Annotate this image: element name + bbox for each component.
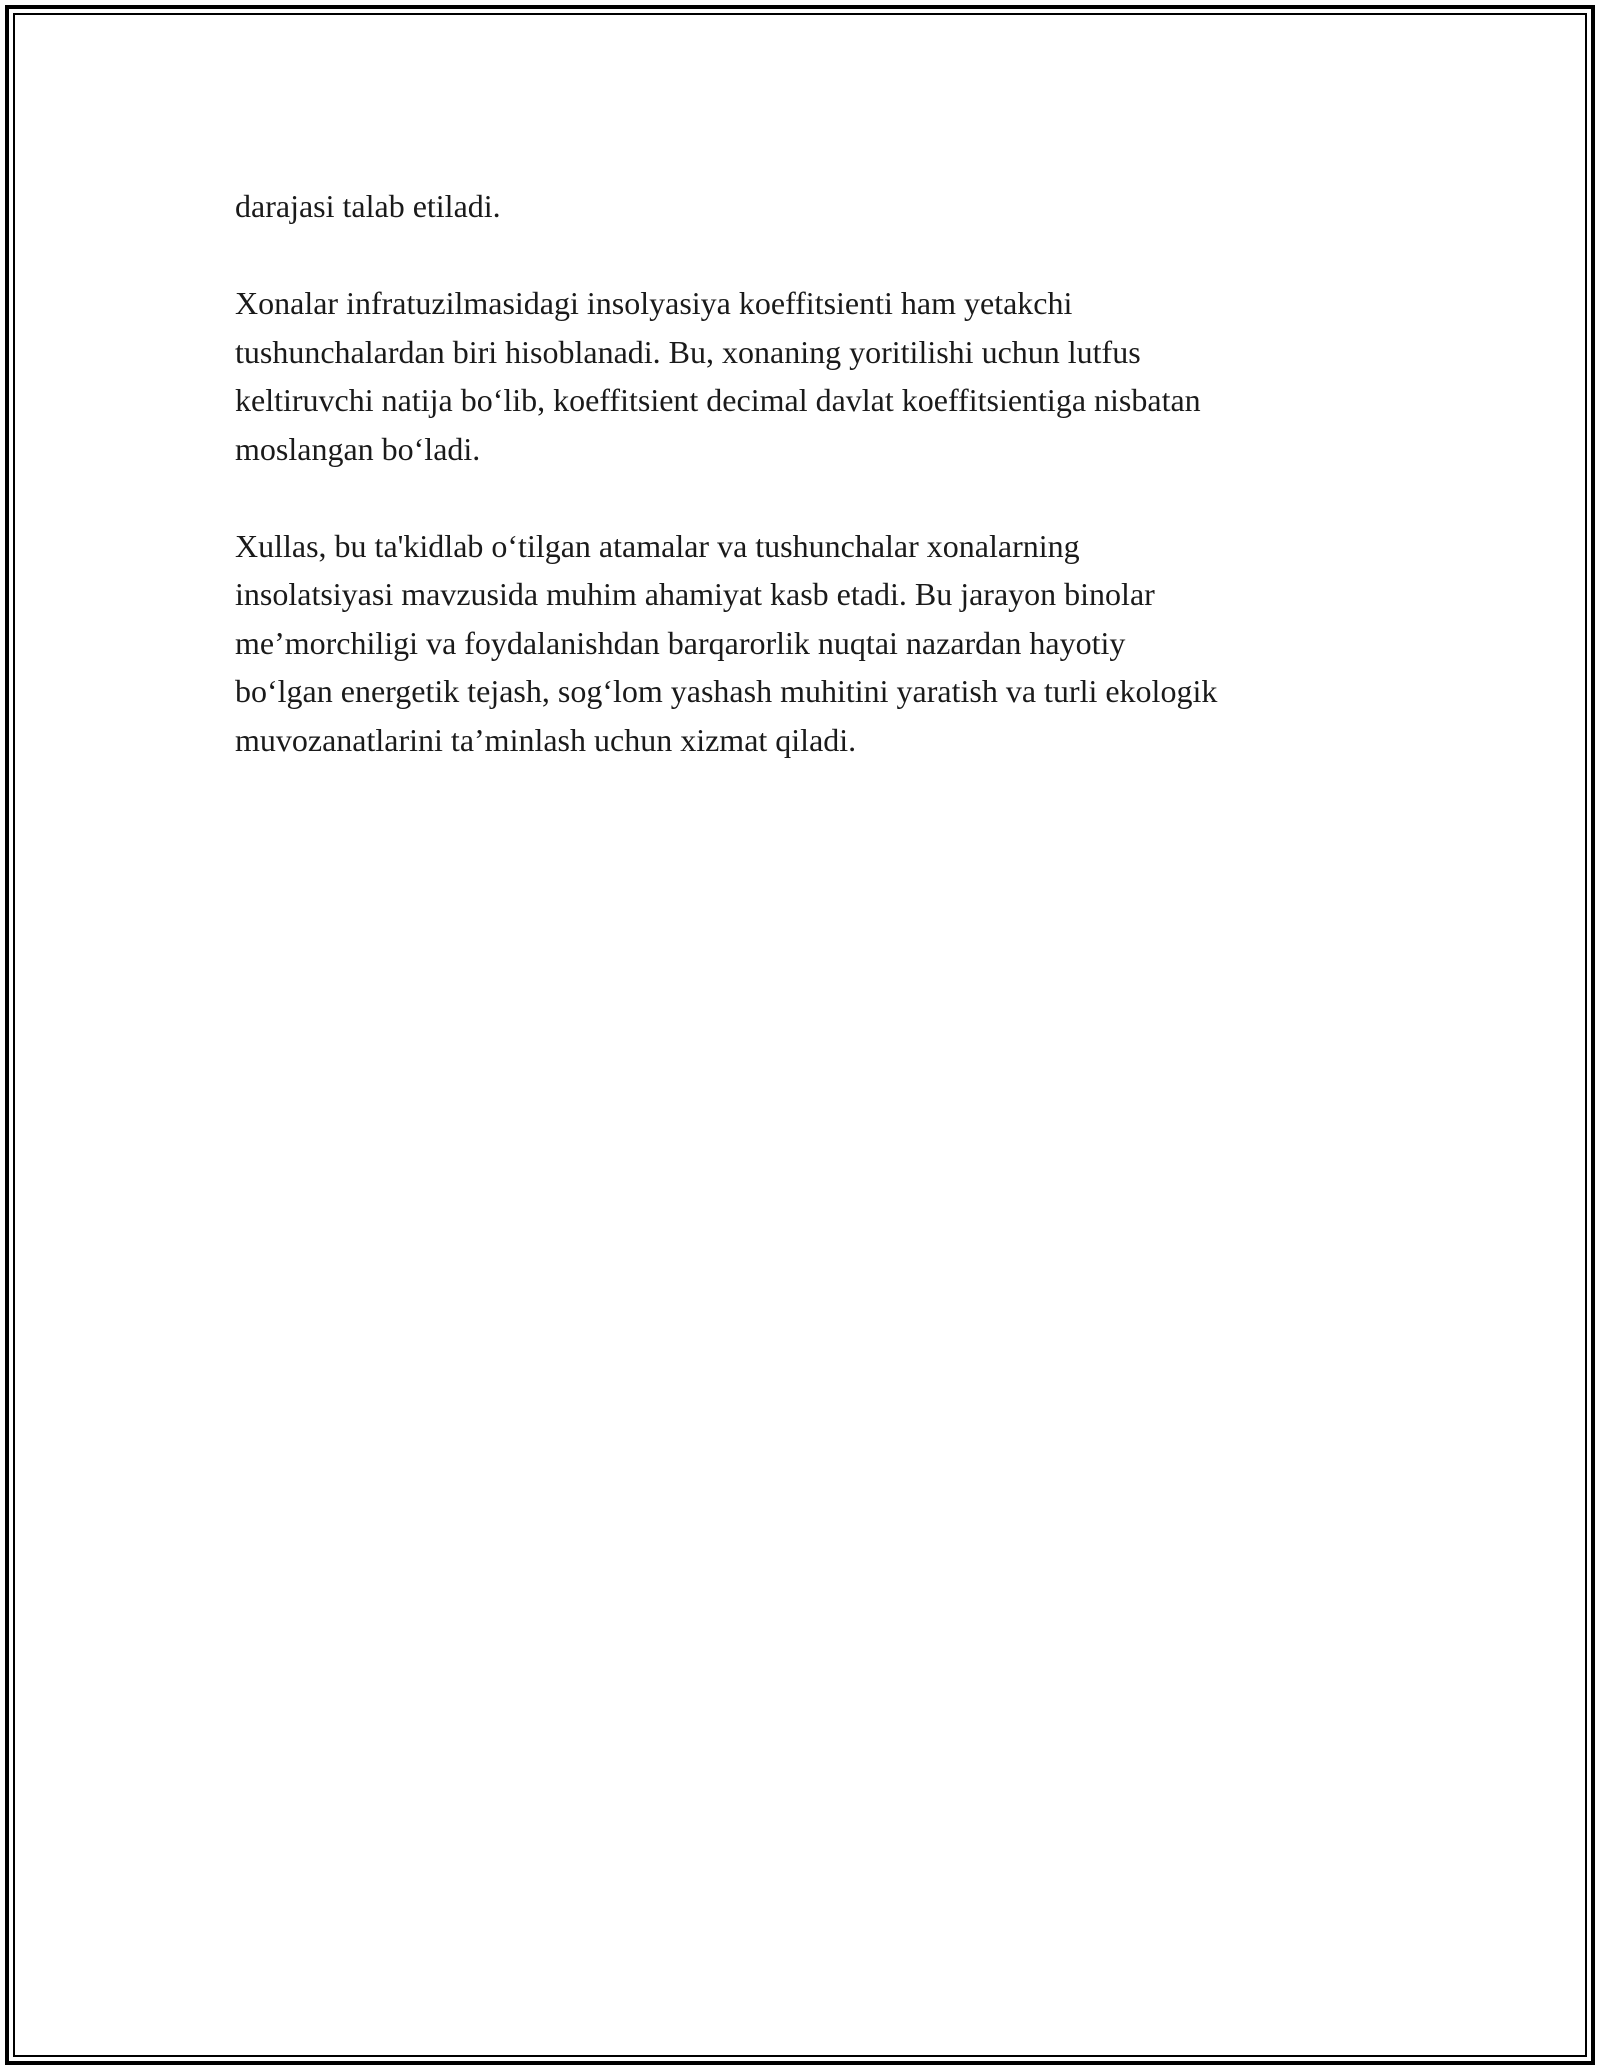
text-line: tushunchalardan biri hisoblanadi. Bu, xonaning yoritilishi uchun lutfus xyxy=(235,333,1141,370)
text-line: Xonalar infratuzilmasidagi insolyasiya koeffitsienti ham yetakchi xyxy=(235,285,1073,321)
text-line: Xullas, bu ta'kidlab o‘tilgan atamalar va tushunchalar xonalarning xyxy=(235,527,1080,564)
document-body xyxy=(235,182,1405,813)
paragraph-1 xyxy=(235,182,1405,231)
paragraph-3 xyxy=(235,522,1405,765)
text-line: keltiruvchi natija bo‘lib, koeffitsient decimal davlat koeffitsientiga nisbatan xyxy=(235,382,1201,418)
text-line: insolatsiyasi mavzusida muhim ahamiyat kasb etadi. Bu jarayon binolar xyxy=(235,576,1155,612)
text-line: darajasi talab etiladi. xyxy=(235,188,501,224)
paragraph-2 xyxy=(235,279,1405,473)
text-line: muvozanatlarini ta’minlash uchun xizmat qiladi. xyxy=(235,721,857,758)
text-line: me’morchiligi va foydalanishdan barqarorlik nuqtai nazardan hayotiy xyxy=(235,624,1126,661)
text-line: moslangan bo‘ladi. xyxy=(235,430,481,467)
text-line: bo‘lgan energetik tejash, sog‘lom yashash muhitini yaratish va turli ekologik xyxy=(235,673,1218,709)
